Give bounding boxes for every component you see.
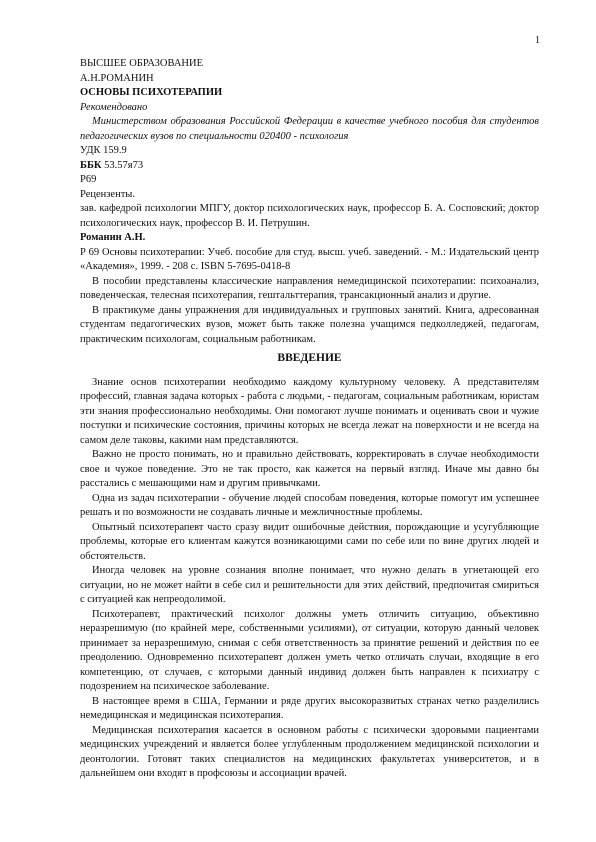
- recommended-label: Рекомендовано: [80, 101, 148, 113]
- udk-line: УДК 159.9: [80, 145, 127, 156]
- page-content: [80, 57, 539, 782]
- section-title: ВВЕДЕНИЕ: [277, 352, 342, 364]
- paragraph: Иногда человек на уровне сознания вполне понимает, что нужно делать в угнетающей его ситуации, но не может найти в себе сил и решительности для этих действий, предпочитая смириться с ситуацией как непреодолимой.: [80, 565, 539, 605]
- paragraph: Медицинская психотерапия касается в основном работы с психически здоровыми пациентами медицинских учреждений и является более углубленным продолжением медицинской психологии и деонтологии. Готовят таких специалистов на медицинских факультетах университетов, и в дальнейшем они входят в профсоюзы и ассоциации врачей.: [80, 724, 539, 779]
- annotation-1: В пособии представлены классические направления немедицинской психотерапии: психоанализ, поведенческая, телесная психотерапия, гештальттерапия, трансакционный анализ и другие.: [80, 275, 539, 301]
- ministry-text: Министерством образования Российской Федерации в качестве учебного пособия для студентов педагогических вузов по специальности 020400 - психология: [80, 116, 539, 142]
- code-line: Р69: [80, 174, 97, 185]
- paragraph: Одна из задач психотерапии - обучение людей способам поведения, которые помогут им успешнее решать и по возможности не создавать личные и межличностные проблемы.: [80, 492, 539, 518]
- author-line: А.Н.РОМАНИН: [80, 72, 154, 84]
- paragraph: Опытный психотерапевт часто сразу видит ошибочные действия, порождающие и усугубляющие проблемы, которые его клиентам кажутся возникающими сами по себе или по вине других людей и обстоятельств.: [80, 521, 539, 562]
- paragraph: Знание основ психотерапии необходимо каждому культурному человеку. А представителям профессий, главная задача которых - работа с людьми, - педагогам, социальным работникам, юристам эти знания профессионально необходимы. Они помогают лучше понимать и оценивать свои и чужие поступки и психические состояния, причины которых не всегда лежат на поверхности и не всегда на самом деле таковы, какими нам представляются.: [80, 376, 539, 446]
- annotation-2: В практикуме даны упражнения для индивидуальных и групповых занятий. Книга, адресованная студентам педагогических вузов, может быть также полезна учащимся педколледжей, педагогам, практическим психологам, социальным работникам.: [80, 304, 539, 345]
- page-number: 1: [535, 35, 540, 46]
- bbk-line: [80, 159, 539, 174]
- intro-body: [80, 376, 539, 782]
- paragraph: В настоящее время в США, Германии и ряде других высокоразвитых странах четко разделились немедицинская и медицинская психотерапия.: [80, 695, 539, 721]
- paragraph: Психотерапевт, практический психолог должны уметь отличить ситуацию, объективно неразрешимую (по крайней мере, собственными усилиями), от ситуации, которую данный человек принимает за неразрешимую, снимая с себя ответственность за принятие решений и действия по ее преодолению. Одновременно психотерапевт должен уметь четко отличать случаи, входящие в его компетенцию, от случаев, с которыми данный индивид должен быть направлен к психиатру с подозрением на психическое заболевание.: [80, 608, 539, 692]
- reviewers-label: Рецензенты.: [80, 188, 135, 200]
- series-line: ВЫСШЕЕ ОБРАЗОВАНИЕ: [80, 58, 203, 69]
- bibliographic-record: Р 69 Основы психотерапии: Учеб. пособие для студ. высш. учеб. заведений. - М.: Издательский центр «Академия», 1999. - 208 с. ISBN 5-7695-0418-8: [80, 246, 539, 272]
- bbk-value: 53.57я73: [101, 159, 144, 171]
- bbk-label: ББК: [80, 159, 102, 171]
- reviewers-text: зав. кафедрой психологии МПГУ, доктор психологических наук, профессор Б. А. Сосповский; доктор психологических наук, профессор В. И. Петрушин.: [80, 203, 539, 229]
- author-bold: Романин А.Н.: [80, 232, 146, 243]
- book-title: ОСНОВЫ ПСИХОТЕРАПИИ: [80, 87, 223, 98]
- paragraph: Важно не просто понимать, но и правильно действовать, корректировать в случае необходимости свое и чужое поведение. Это не так просто, как кажется на первый взгляд. Иначе мы давно бы расстались с мешающими нам и другим привычками.: [80, 449, 539, 489]
